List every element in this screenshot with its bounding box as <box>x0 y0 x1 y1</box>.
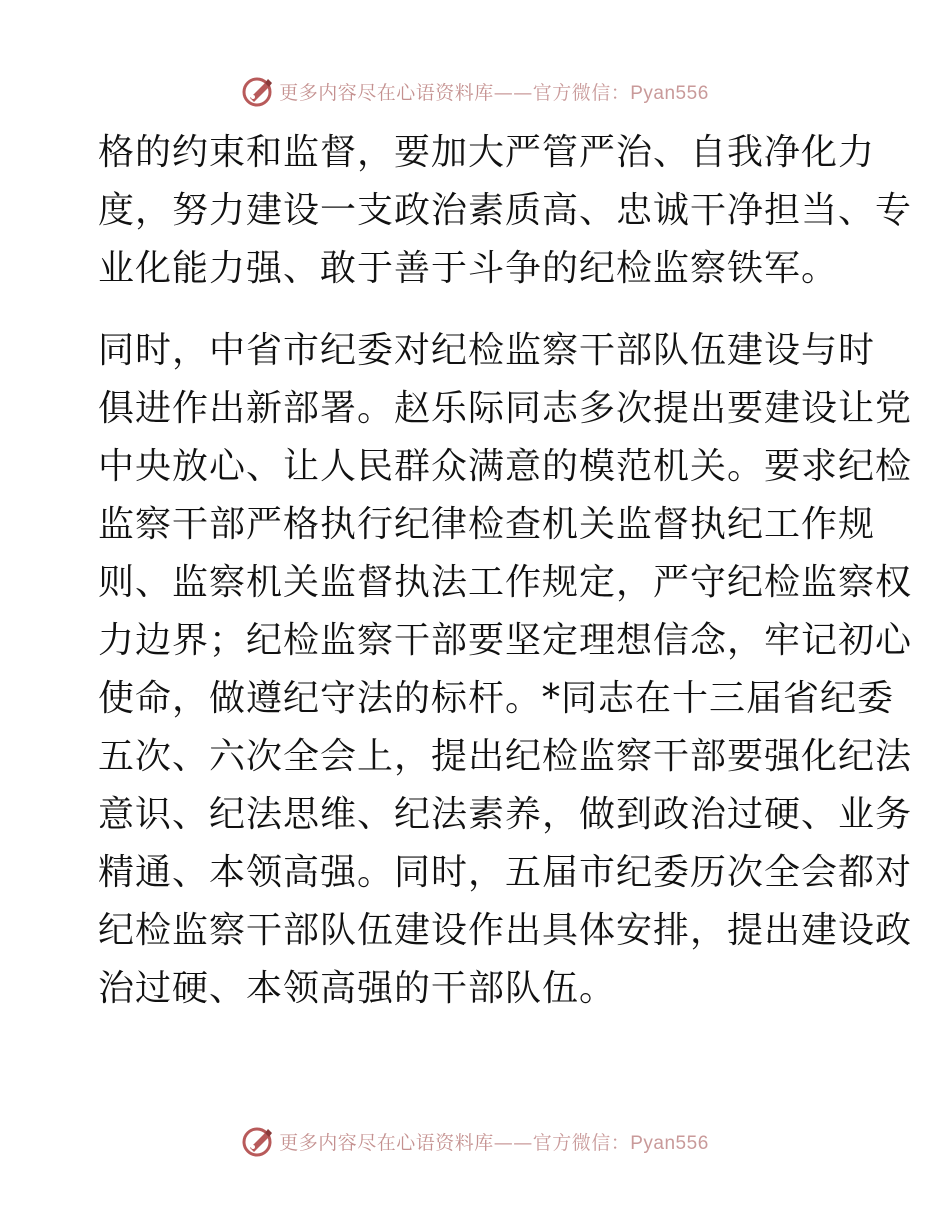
text-line: 中央放心、让人民群众满意的模范机关。要求纪检 <box>98 446 913 487</box>
text-line: 精通、本领高强。同时，五届市纪委历次全会都对 <box>98 852 913 893</box>
watermark-main: 更多内容尽在心语资料库 <box>279 1131 494 1154</box>
text-line: 度，努力建设一支政治素质高、忠诚干净担当、专 <box>98 190 913 231</box>
header-watermark <box>0 71 950 111</box>
text-line: 则、监察机关监督执法工作规定，严守纪检监察权 <box>98 562 913 603</box>
pen-logo-icon <box>241 1124 275 1158</box>
paragraph-spacer <box>98 298 858 322</box>
paragraph <box>98 322 913 1018</box>
watermark-main: 更多内容尽在心语资料库 <box>279 81 494 104</box>
text-line: 监察干部严格执行纪律检查机关监督执纪工作规 <box>98 504 876 545</box>
text-line: 业化能力强、敢于善于斗争的纪检监察铁军。 <box>98 248 839 289</box>
watermark-contact: 官方微信：Pyan556 <box>532 1132 709 1154</box>
paragraph <box>98 124 913 298</box>
document-body <box>98 124 913 1018</box>
text-line: 纪检监察干部队伍建设作出具体安排，提出建设政 <box>98 910 913 951</box>
pen-logo-icon <box>241 74 275 108</box>
text-line: 五次、六次全会上，提出纪检监察干部要强化纪法 <box>98 736 913 777</box>
text-line: 俱进作出新部署。赵乐际同志多次提出要建设让党 <box>98 388 913 429</box>
footer-watermark <box>0 1121 950 1161</box>
text-line: 使命，做遵纪守法的标杆。*同志在十三届省纪委 <box>98 678 895 719</box>
text-line: 力边界；纪检监察干部要坚定理想信念，牢记初心 <box>98 620 913 661</box>
text-line: 治过硬、本领高强的干部队伍。 <box>98 968 617 1009</box>
watermark-dash: —— <box>493 81 533 104</box>
text-line: 格的约束和监督，要加大严管严治、自我净化力 <box>98 132 876 173</box>
text-line: 同时，中省市纪委对纪检监察干部队伍建设与时 <box>98 330 876 371</box>
text-line: 意识、纪法思维、纪法素养，做到政治过硬、业务 <box>98 794 913 835</box>
watermark-text <box>279 1128 709 1155</box>
watermark-dash: —— <box>493 1131 533 1154</box>
watermark-text <box>279 78 709 105</box>
watermark-contact: 官方微信：Pyan556 <box>532 82 709 104</box>
